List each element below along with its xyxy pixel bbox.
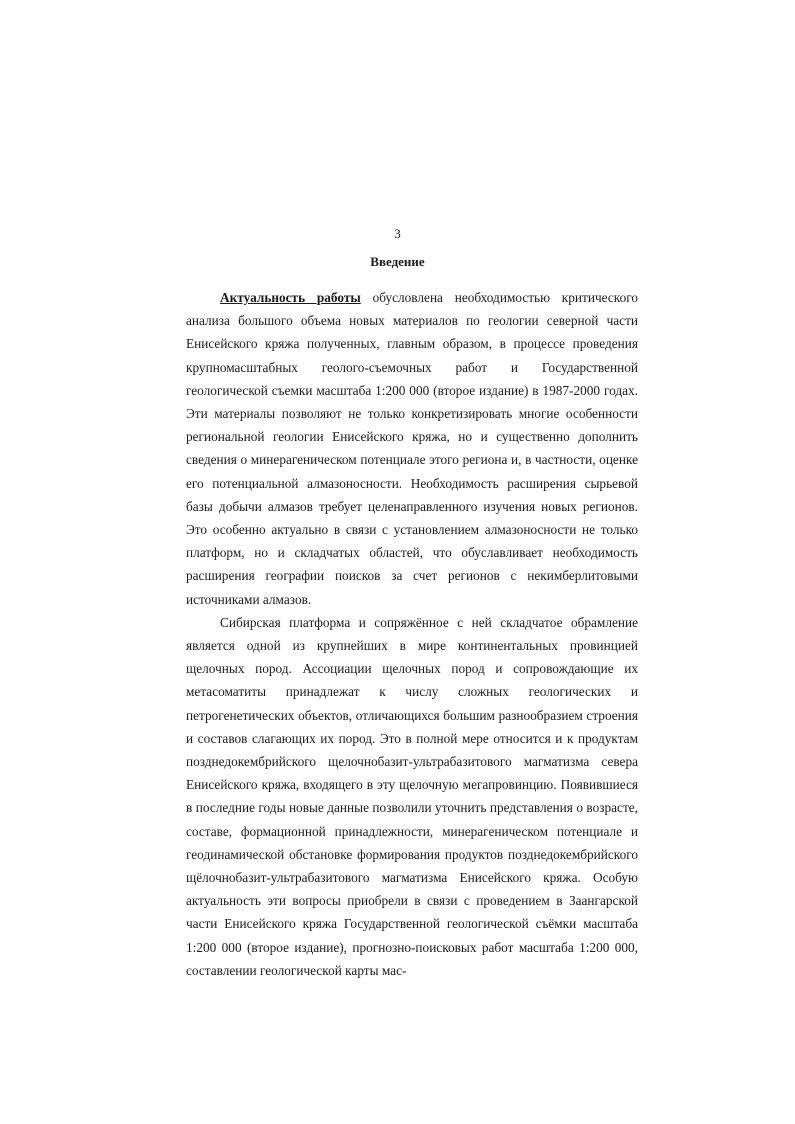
paragraph-2 xyxy=(186,611,638,982)
paragraph-lead: Актуальность работы xyxy=(220,290,361,305)
paragraph-1 xyxy=(186,286,638,611)
body-text xyxy=(186,286,638,982)
page-number: 3 xyxy=(394,226,401,241)
section-heading: Введение xyxy=(370,254,425,269)
paragraph-2-text: Сибирская платформа и сопряжённое с ней складчатое обрамление является одной из крупнейших в мире континентальных провинцией щелочных пород. Ассоциации щелочных пород и сопровождающие их метасоматиты принадлежат к числу сложных геологических и петрогенетических объектов, отличающихся большим разнообразием строения и составов слагающих их пород. Это в полной мере относится и к продуктам позднедокембрийского щелочнобазит-ультрабазитового магматизма севера Енисейского кряжа, входящего в эту щелочную мегапровинцию. Появившиеся в последние годы новые данные позволили уточнить представления о возрасте, составе, формационной принадлежности, минерагеническом потенциале и геодинамической обстановке формирования продуктов позднедокембрийского щёлочнобазит-ультрабазитового магматизма Енисейского кряжа. Особую актуальность эти вопросы приобрели в связи с проведением в Заангарской части Енисейского кряжа Государственной геологической съёмки масштаба 1:200 000 (второе издание), прогнозно-поисковых работ масштаба 1:200 000, составлении геологической карты мас- xyxy=(186,614,638,978)
paragraph-1-text: обусловлена необходимостью критического анализа большого объема новых материалов по геологии северной части Енисейского кряжа полученных, главным образом, в процессе проведения крупномасштабных геолого-съемочных работ и Государственной геологической съемки масштаба 1:200 000 (второе издание) в 1987-2000 годах. Эти материалы позволяют не только конкретизировать многие особенности региональной геологии Енисейского кряжа, но и существенно дополнить сведения о минерагеническом потенциале этого региона и, в частности, оценке его потенциальной алмазоносности. Необходимость расширения сырьевой базы добычи алмазов требует целенаправленного изучения новых регионов. Это особенно актуально в связи с установлением алмазоносности не только платформ, но и складчатых областей, что обуславливает необходимость расширения географии поисков за счет регионов с некимберлитовыми источниками алмазов. xyxy=(186,290,638,607)
